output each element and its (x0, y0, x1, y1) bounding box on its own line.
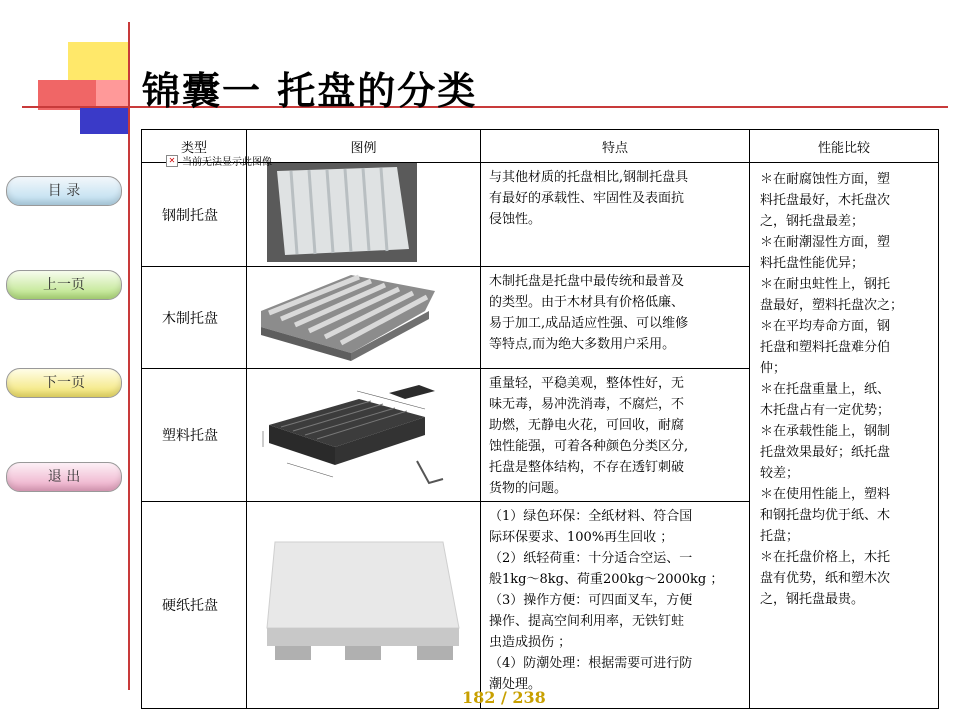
feature-line: 托盘是整体结构，不存在透钉刺破 (489, 460, 685, 475)
feature-line: （4）防潮处理：根据需要可进行防 (489, 656, 693, 671)
features-cell (481, 369, 750, 502)
feature-line: 有最好的承载性、牢固性及表面抗 (489, 191, 685, 206)
features-cell (481, 502, 750, 709)
performance-line: ＊在承载性能上，钢制 (760, 424, 891, 439)
slide-title: 锦囊一 托盘的分类 (142, 68, 478, 113)
feature-line: 潮处理。 (489, 677, 542, 692)
features-cell (481, 163, 750, 267)
feature-line: 助燃，无静电火花，可回收，耐腐 (489, 418, 685, 433)
performance-line: 托盘效果最好；纸托盘 (760, 445, 891, 460)
performance-line: ＊在耐虫蛀性上，钢托 (760, 277, 891, 292)
feature-line: 虫造成损伤 ； (489, 635, 572, 650)
feature-line: 侵蚀性。 (489, 212, 542, 227)
feature-line: 等特点,而为绝大多数用户采用。 (489, 337, 676, 352)
feature-line: 与其他材质的托盘相比,钢制托盘具 (489, 170, 689, 185)
toc-button[interactable]: 目 录 (6, 176, 122, 206)
steel-pallet-image (247, 163, 481, 267)
feature-line: 货物的问题。 (489, 481, 568, 496)
steel-pallet-picture (247, 163, 480, 262)
paper-pallet-picture (247, 502, 480, 704)
type-cell: 塑料托盘 (142, 369, 247, 502)
pallet-classification-table (141, 129, 939, 709)
decor-blue-block (80, 108, 130, 134)
feature-line: （1）绿色环保：全纸材料、符合国 (489, 509, 693, 524)
performance-line: 托盘； (760, 529, 800, 544)
performance-line: ＊在耐潮湿性方面，塑 (760, 235, 891, 250)
feature-line: 蚀性能强，可着各种颜色分类区分, (489, 439, 689, 454)
performance-line: ＊在平均寿命方面，钢 (760, 319, 891, 334)
performance-line: 盘有优势，纸和塑木次 (760, 571, 891, 586)
type-cell: 钢制托盘 (142, 163, 247, 267)
performance-line: 盘最好，塑料托盘次之； (760, 298, 904, 313)
type-cell: 木制托盘 (142, 267, 247, 369)
exit-button[interactable]: 退 出 (6, 462, 122, 492)
performance-line: 和钢托盘均优于纸、木 (760, 508, 891, 523)
type-cell: 硬纸托盘 (142, 502, 247, 709)
features-cell (481, 267, 750, 369)
performance-line: 料托盘最好，木托盘次 (760, 193, 891, 208)
performance-line: 之，钢托盘最差； (760, 214, 865, 229)
performance-line: ＊在托盘价格上，木托 (760, 550, 891, 565)
broken-image-icon: ✕ (166, 155, 178, 167)
performance-cell (750, 163, 939, 709)
feature-line: 的类型。由于木材具有价格低廉、 (489, 295, 685, 310)
header-image: 图例 (247, 130, 481, 163)
header-performance: 性能比较 (750, 130, 939, 163)
plastic-pallet-image (247, 369, 481, 502)
wood-pallet-picture (247, 267, 480, 364)
performance-line: ＊在使用性能上，塑料 (760, 487, 891, 502)
feature-line: 味无毒，易冲洗消毒，不腐烂，不 (489, 397, 685, 412)
paper-pallet-image (247, 502, 481, 709)
performance-line: ＊在托盘重量上，纸、 (760, 382, 891, 397)
feature-line: 际环保要求、100%再生回收 ； (489, 530, 674, 545)
performance-line: 木托盘占有一定优势； (760, 403, 891, 418)
performance-line: 仲； (760, 361, 787, 376)
feature-line: 般1kg～8kg、荷重200kg～2000kg ； (489, 572, 724, 587)
performance-line: 较差； (760, 466, 800, 481)
prev-page-button[interactable]: 上一页 (6, 270, 122, 300)
performance-line: 托盘和塑料托盘难分伯 (760, 340, 891, 355)
feature-line: 重量轻，平稳美观，整体性好，无 (489, 376, 685, 391)
performance-line: ＊在耐腐蚀性方面，塑 (760, 172, 891, 187)
feature-line: 木制托盘是托盘中最传统和最普及 (489, 274, 685, 289)
decor-vertical-line (128, 22, 130, 690)
performance-line: 料托盘性能优异； (760, 256, 865, 271)
next-page-button[interactable]: 下一页 (6, 368, 122, 398)
page-number: 182 / 238 (462, 688, 546, 707)
performance-line: 之，钢托盘最贵。 (760, 592, 865, 607)
feature-line: （3）操作方便：可四面叉车，方便 (489, 593, 693, 608)
wood-pallet-image (247, 267, 481, 369)
broken-image-text: 当前无法显示此图像 (182, 157, 272, 168)
plastic-pallet-picture (247, 371, 480, 496)
feature-line: （2）纸轻荷重：十分适合空运、一 (489, 551, 693, 566)
broken-image-placeholder (166, 153, 272, 168)
table-row (142, 163, 939, 267)
feature-line: 操作、提高空间利用率，无铁钉蛀 (489, 614, 685, 629)
header-type: 类型 (142, 130, 247, 163)
header-features: 特点 (481, 130, 750, 163)
feature-line: 易于加工,成品适应性强、可以维修 (489, 316, 689, 331)
